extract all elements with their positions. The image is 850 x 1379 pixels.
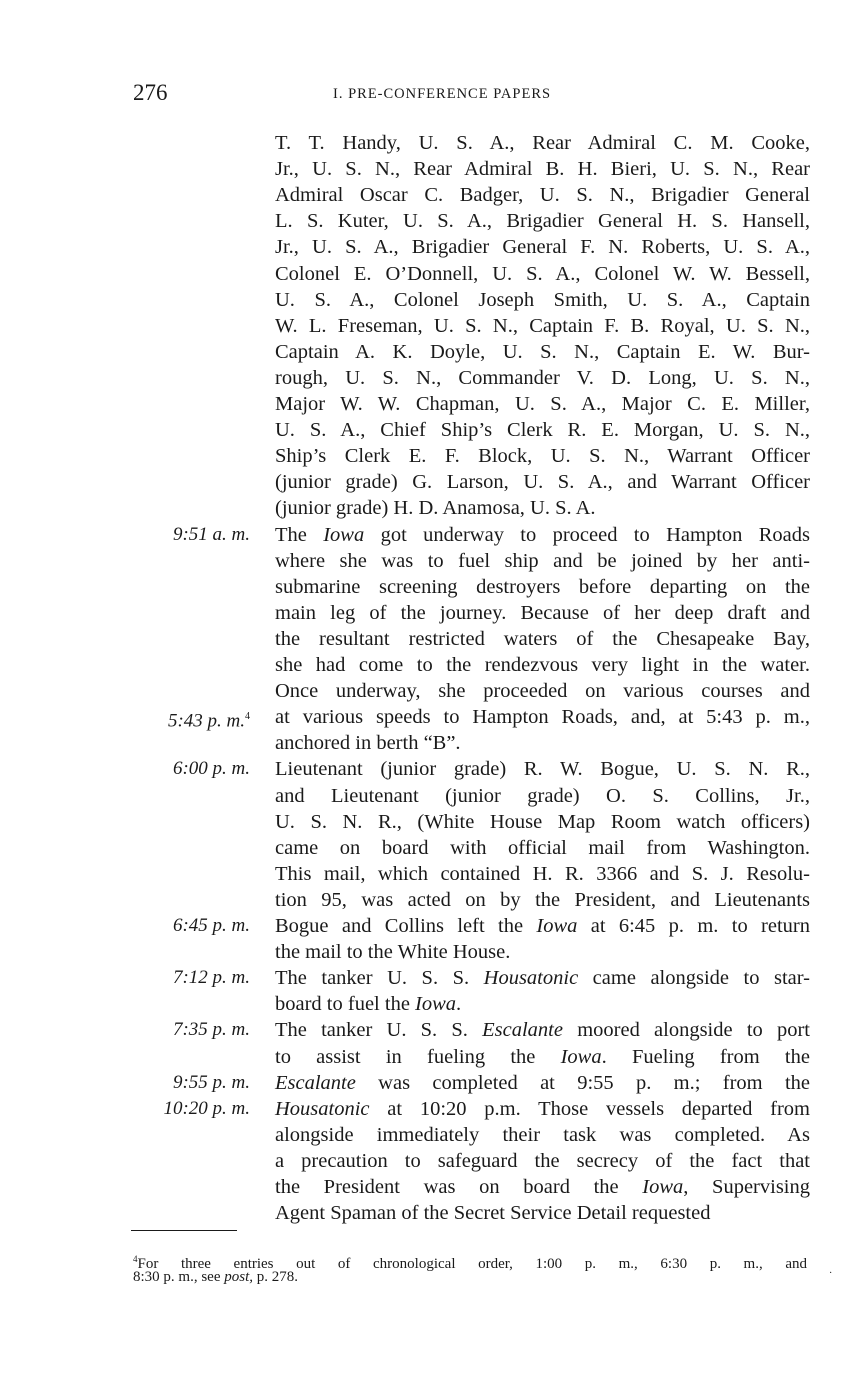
body-line: Once underway, she proceeded on various courses and (275, 680, 810, 703)
body-line: anchored in berth “B”. (275, 732, 461, 755)
body-line: The tanker U. S. S. Housatonic came alongside to star- (275, 967, 810, 990)
body-line: Colonel E. O’Donnell, U. S. A., Colonel W. W. Bessell, (275, 262, 810, 285)
body-line: a precaution to safeguard the secrecy of the fact that (275, 1149, 810, 1172)
body-line: tion 95, was acted on by the President, and Lieutenants (275, 888, 810, 911)
body-line: Escalante was completed at 9:55 p. m.; from the (275, 1071, 810, 1094)
body-line: came on board with official mail from Washington. (275, 836, 810, 859)
body-line: the mail to the White House. (275, 941, 511, 964)
body-line: Major W. W. Chapman, U. S. A., Major C. E. Miller, (275, 393, 810, 415)
body-line: alongside immediately their task was completed. As (275, 1123, 810, 1146)
footnote-text: post, (224, 1269, 254, 1285)
body-line: where she was to fuel ship and be joined by her anti- (275, 549, 810, 572)
body-line: Bogue and Collins left the Iowa at 6:45 p. m. to return (275, 915, 810, 937)
body-line: U. S. N. R., (White House Map Room watch officers) (275, 810, 810, 833)
margin-time-text: 7:35 p. m. (172, 1019, 250, 1041)
body-line: This mail, which contained H. R. 3366 and S. J. Resolu- (275, 862, 810, 885)
margin-time (118, 1096, 250, 1122)
body-line: Jr., U. S. N., Rear Admiral B. H. Bieri, U. S. N., Rear (275, 158, 810, 181)
margin-time-text: 5:43 p. m. (167, 710, 245, 732)
body-line: Agent Spaman of the Secret Service Detail requested (275, 1202, 711, 1225)
margin-time (118, 965, 250, 991)
body-line: L. S. Kuter, U. S. A., Brigadier General H. S. Hansell, (275, 210, 810, 233)
margin-time-text: 9:51 a. m. (172, 523, 250, 545)
stray-mark: · (829, 1268, 833, 1279)
body-line: Housatonic at 10:20 p.m. Those vessels departed from (275, 1097, 810, 1120)
body-line: submarine screening destroyers before departing on the (275, 575, 810, 598)
body-line: Lieutenant (junior grade) R. W. Bogue, U. S. N. R., (275, 758, 810, 781)
footnote-rule (131, 1230, 237, 1231)
margin-time-text: 7:12 p. m. (172, 967, 250, 989)
body-line: (junior grade) H. D. Anamosa, U. S. A. (275, 497, 596, 520)
margin-time (118, 913, 250, 939)
body-line: U. S. A., Colonel Joseph Smith, U. S. A., Captain (275, 288, 810, 311)
margin-time-text: 6:00 p. m. (172, 758, 250, 780)
margin-time-text: 6:45 p. m. (172, 915, 250, 936)
body-line: The Iowa got underway to proceed to Hampton Roads (275, 523, 810, 546)
page-number: 276 (133, 80, 168, 105)
body-line: rough, U. S. N., Commander V. D. Long, U. S. N., (275, 366, 810, 389)
footnote-text: p. 278. (253, 1269, 299, 1285)
footnote-text: 8:30 p. m., see (133, 1269, 225, 1285)
body-line: at various speeds to Hampton Roads, and, at 5:43 p. m., (275, 706, 810, 729)
margin-time (118, 1017, 250, 1043)
margin-time-text: 9:55 p. m. (172, 1071, 250, 1093)
running-head: I. PRE-CONFERENCE PAPERS (333, 86, 552, 102)
body-line: The tanker U. S. S. Escalante moored alongside to port (275, 1019, 810, 1042)
body-line: Ship’s Clerk E. F. Block, U. S. N., Warrant Officer (275, 445, 810, 468)
footnote-marker: 4 (133, 1254, 138, 1264)
footnote-text: For three entries out of chronological order, 1:00 p. m., 6:30 p. m., and (137, 1256, 807, 1272)
margin-time (118, 756, 250, 782)
body-line: the President was on board the Iowa, Supervising (275, 1176, 810, 1198)
body-line: W. L. Freseman, U. S. N., Captain F. B. Royal, U. S. N., (275, 314, 810, 337)
margin-time (118, 522, 250, 548)
body-line: (junior grade) G. Larson, U. S. A., and Warrant Officer (275, 471, 810, 494)
margin-time (118, 704, 250, 734)
margin-time (118, 1070, 250, 1096)
body-line: Admiral Oscar C. Badger, U. S. N., Brigadier General (275, 184, 810, 207)
body-line: main leg of the journey. Because of her deep draft and (275, 601, 810, 624)
body-line: U. S. A., Chief Ship’s Clerk R. E. Morgan, U. S. N., (275, 419, 810, 442)
body-line: Jr., U. S. A., Brigadier General F. N. Roberts, U. S. A., (275, 236, 810, 259)
body-line: Captain A. K. Doyle, U. S. N., Captain E. W. Bur- (275, 340, 810, 363)
body-line: board to fuel the Iowa. (275, 993, 462, 1016)
footnote-ref: 4 (245, 711, 250, 723)
footnote-line (133, 1268, 298, 1286)
body-line: to assist in fueling the Iowa. Fueling from the (275, 1045, 810, 1068)
body-line: T. T. Handy, U. S. A., Rear Admiral C. M. Cooke, (275, 132, 810, 154)
body-line: the resultant restricted waters of the Chesapeake Bay, (275, 627, 810, 650)
margin-time-text: 10:20 p. m. (163, 1097, 250, 1119)
body-line: and Lieutenant (junior grade) O. S. Collins, Jr., (275, 784, 810, 807)
body-line: she had come to the rendezvous very light in the water. (275, 654, 810, 676)
